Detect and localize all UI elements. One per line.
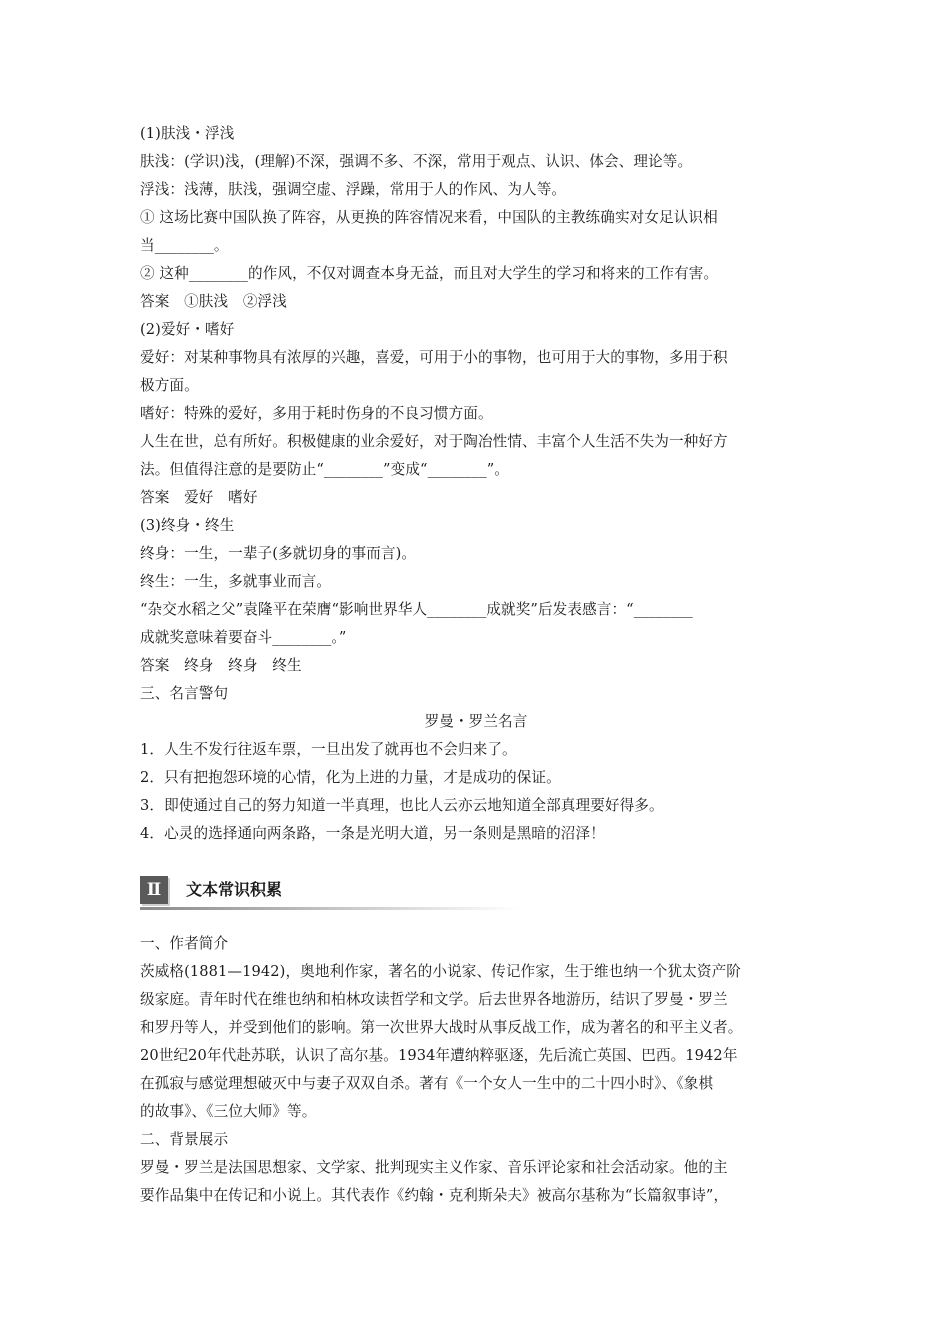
- exercise-line: 人生在世，总有所好。积极健康的业余爱好，对于陶冶性情、丰富个人生活不失为一种好方: [140, 433, 728, 450]
- exercise-line: 成就奖意味着要奋斗________。”: [140, 629, 347, 646]
- paragraph-line: 要作品集中在传记和小说上。其代表作《约翰・克利斯朵夫》被高尔基称为“长篇叙事诗”，: [140, 1187, 729, 1204]
- paragraph-line: 的故事》、《三位大师》等。: [140, 1103, 317, 1120]
- exercise-line: “杂交水稻之父”袁隆平在荣膺“影响世界华人________成就奖”后发表感言：“________: [140, 601, 693, 618]
- exercise-line: ② 这种________的作风，不仅对调查本身无益，而且对大学生的学习和将来的工作有害。: [140, 265, 719, 282]
- heading-background: 二、背景展示: [140, 1131, 229, 1148]
- answer-line: 答案 爱好 嗜好: [140, 489, 258, 506]
- definition-line: 浮浅：浅薄，肤浅，强调空虚、浮躁，常用于人的作风、为人等。: [140, 181, 567, 198]
- subheading-aihao: (2)爱好・嗜好: [140, 321, 235, 338]
- section-title: 文本常识积累: [186, 880, 283, 899]
- subheading-fuqian: (1)肤浅・浮浅: [140, 125, 235, 142]
- paragraph-line: 在孤寂与感觉理想破灭中与妻子双双自杀。著有《一个女人一生中的二十四小时》、《象棋: [140, 1075, 714, 1092]
- paragraph-line: 罗曼・罗兰是法国思想家、文学家、批判现实主义作家、音乐评论家和社会活动家。他的主: [140, 1159, 728, 1176]
- section-number-badge: Ⅱ: [140, 876, 168, 904]
- definition-line: 肤浅：(学识)浅，(理解)不深，强调不多、不深，常用于观点、认识、体会、理论等。: [140, 153, 693, 170]
- quotes-section: [140, 708, 812, 848]
- quote-item: 2．只有把抱怨环境的心情，化为上进的力量，才是成功的保证。: [140, 769, 561, 786]
- paragraph-line: 20世纪20年代赴苏联，认识了高尔基。1934年遭纳粹驱逐，先后流亡英国、巴西。1942年: [140, 1047, 738, 1064]
- heading-author: 一、作者简介: [140, 935, 229, 952]
- paragraph-line: 级家庭。青年时代在维也纳和柏林攻读哲学和文学。后去世界各地游历，结识了罗曼・罗兰: [140, 991, 728, 1008]
- knowledge-section: [140, 930, 812, 1210]
- definition-line: 极方面。: [140, 377, 199, 394]
- heading-quotes: 三、名言警句: [140, 685, 229, 702]
- subheading-zhongshen: (3)终身・终生: [140, 517, 235, 534]
- exercise-line: 法。但值得注意的是要防止“________”变成“________”。: [140, 461, 510, 478]
- section-header: [140, 874, 812, 910]
- answer-line: 答案 终身 终身 终生: [140, 657, 302, 674]
- quote-item: 4．心灵的选择通向两条路，一条是光明大道，另一条则是黑暗的沼泽！: [140, 825, 605, 842]
- definition-line: 终身：一生，一辈子(多就切身的事而言)。: [140, 545, 417, 562]
- quote-item: 1．人生不发行往返车票，一旦出发了就再也不会归来了。: [140, 741, 517, 758]
- quote-item: 3．即使通过自己的努力知道一半真理，也比人云亦云地知道全部真理要好得多。: [140, 797, 664, 814]
- definition-line: 终生：一生，多就事业而言。: [140, 573, 332, 590]
- document-page: [140, 120, 812, 1210]
- vocabulary-section: [140, 120, 812, 708]
- quote-title: 罗曼・罗兰名言: [424, 713, 528, 730]
- answer-line: 答案 ①肤浅 ②浮浅: [140, 293, 287, 310]
- section-divider: [140, 907, 520, 910]
- exercise-line: ① 这场比赛中国队换了阵容，从更换的阵容情况来看，中国队的主教练确实对女足认识相: [140, 209, 718, 226]
- definition-line: 嗜好：特殊的爱好，多用于耗时伤身的不良习惯方面。: [140, 405, 493, 422]
- definition-line: 爱好：对某种事物具有浓厚的兴趣，喜爱，可用于小的事物，也可用于大的事物，多用于积: [140, 349, 728, 366]
- paragraph-line: 和罗丹等人，并受到他们的影响。第一次世界大战时从事反战工作，成为著名的和平主义者。: [140, 1019, 743, 1036]
- exercise-line: 当________。: [140, 237, 229, 254]
- paragraph-line: 茨威格(1881—1942)，奥地利作家，著名的小说家、传记作家，生于维也纳一个犹太资产阶: [140, 963, 741, 980]
